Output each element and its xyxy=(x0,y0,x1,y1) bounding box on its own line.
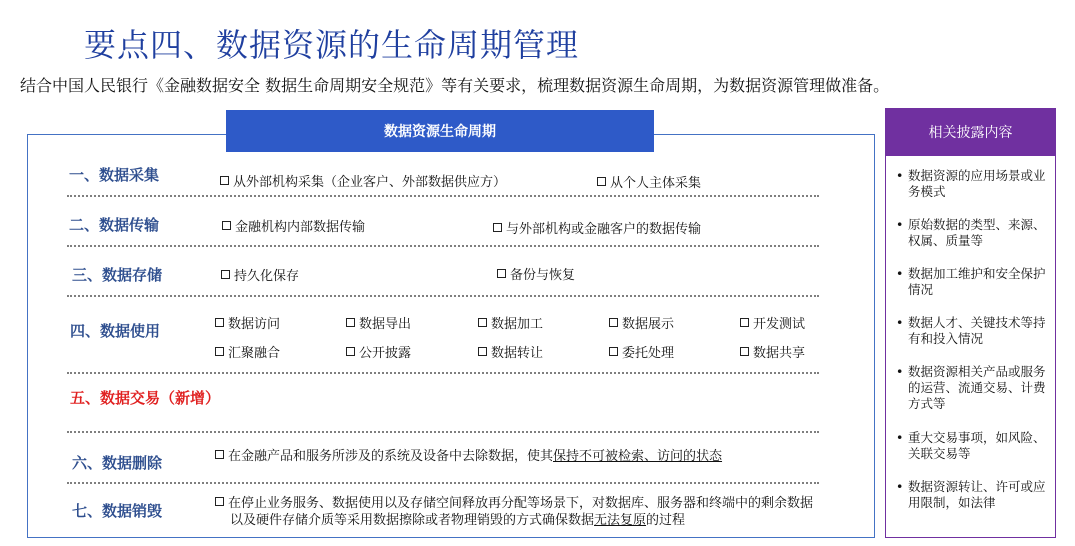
divider xyxy=(67,245,819,247)
checkbox-icon xyxy=(609,347,618,356)
stage-item: 开发测试 xyxy=(740,313,805,332)
stage-label-storage: 三、数据存储 xyxy=(72,266,163,284)
stage-item: 备份与恢复 xyxy=(497,264,575,283)
stage-label-destruction: 七、数据销毁 xyxy=(72,502,163,520)
disclosure-item: • 数据资源的应用场景或业务模式 xyxy=(896,168,1046,199)
page-subtitle: 结合中国人民银行《金融数据安全 数据生命周期安全规范》等有关要求，梳理数据资源生命周期，为数据资源管理做准备。 xyxy=(20,76,890,95)
checkbox-icon xyxy=(222,221,231,230)
stage-label-trading: 五、数据交易（新增） xyxy=(70,389,221,407)
checkbox-icon xyxy=(497,269,506,278)
checkbox-icon xyxy=(346,347,355,356)
disclosure-item: • 原始数据的类型、来源、权属、质量等 xyxy=(896,217,1046,248)
checkbox-icon xyxy=(215,450,224,459)
stage-item: 数据转让 xyxy=(478,342,543,361)
checkbox-icon xyxy=(493,223,502,232)
checkbox-icon xyxy=(609,318,618,327)
checkbox-icon xyxy=(221,270,230,279)
bullet-icon: • xyxy=(896,364,904,379)
stage-item: 持久化保存 xyxy=(221,265,299,284)
divider xyxy=(67,195,819,197)
divider xyxy=(67,295,819,297)
stage-item-continued: 以及硬件存储介质等采用数据擦除或者物理销毁的方式确保数据 无法复原 的过程 xyxy=(230,513,686,528)
checkbox-icon xyxy=(740,318,749,327)
stage-item: 公开披露 xyxy=(346,342,411,361)
checkbox-icon xyxy=(215,347,224,356)
stage-label-collection: 一、数据采集 xyxy=(69,166,160,184)
bullet-icon: • xyxy=(896,168,904,183)
stage-item: 数据展示 xyxy=(609,313,674,332)
checkbox-icon xyxy=(478,318,487,327)
stage-label-usage: 四、数据使用 xyxy=(70,322,161,340)
bullet-icon: • xyxy=(896,217,904,232)
bullet-icon: • xyxy=(896,315,904,330)
checkbox-icon xyxy=(478,347,487,356)
stage-item: 数据访问 xyxy=(215,313,280,332)
divider xyxy=(67,482,819,484)
stage-item: 汇聚融合 xyxy=(215,342,280,361)
stage-item: 金融机构内部数据传输 xyxy=(222,216,365,235)
stage-item: 数据共享 xyxy=(740,342,805,361)
checkbox-icon xyxy=(215,318,224,327)
checkbox-icon xyxy=(597,177,606,186)
stage-item: 从外部机构采集（企业客户、外部数据供应方） xyxy=(220,171,506,190)
divider xyxy=(67,372,819,374)
disclosure-item: • 数据人才、关键技术等持有和投入情况 xyxy=(896,315,1046,346)
divider xyxy=(67,431,819,433)
disclosure-item: • 重大交易事项，如风险、关联交易等 xyxy=(896,430,1046,461)
disclosure-item: • 数据资源相关产品或服务的运营、流通交易、计费方式等 xyxy=(896,364,1046,411)
stage-label-transmission: 二、数据传输 xyxy=(69,216,160,234)
stage-item: 从个人主体采集 xyxy=(597,172,701,191)
lifecycle-header: 数据资源生命周期 xyxy=(226,110,654,152)
checkbox-icon xyxy=(220,176,229,185)
checkbox-icon xyxy=(346,318,355,327)
stage-item: 在停止业务服务、数据使用以及存储空间释放再分配等场景下，对数据库、服务器和终端中的剩余数据 xyxy=(215,492,813,511)
bullet-icon: • xyxy=(896,479,904,494)
disclosure-item: • 数据资源转让、许可或应用限制，如法律 xyxy=(896,479,1046,510)
stage-item: 与外部机构或金融客户的数据传输 xyxy=(493,218,701,237)
stage-item: 委托处理 xyxy=(609,342,674,361)
page-title: 要点四、数据资源的生命周期管理 xyxy=(84,26,580,64)
stage-item: 数据加工 xyxy=(478,313,543,332)
stage-item: 数据导出 xyxy=(346,313,411,332)
checkbox-icon xyxy=(740,347,749,356)
bullet-icon: • xyxy=(896,266,904,281)
disclosure-header: 相关披露内容 xyxy=(885,108,1056,156)
checkbox-icon xyxy=(215,497,224,506)
bullet-icon: • xyxy=(896,430,904,445)
stage-item: 在金融产品和服务所涉及的系统及设备中去除数据，使其 保持不可被检索、访问的状态 xyxy=(215,445,722,464)
disclosure-item: • 数据加工维护和安全保护情况 xyxy=(896,266,1046,297)
stage-label-deletion: 六、数据删除 xyxy=(72,454,163,472)
